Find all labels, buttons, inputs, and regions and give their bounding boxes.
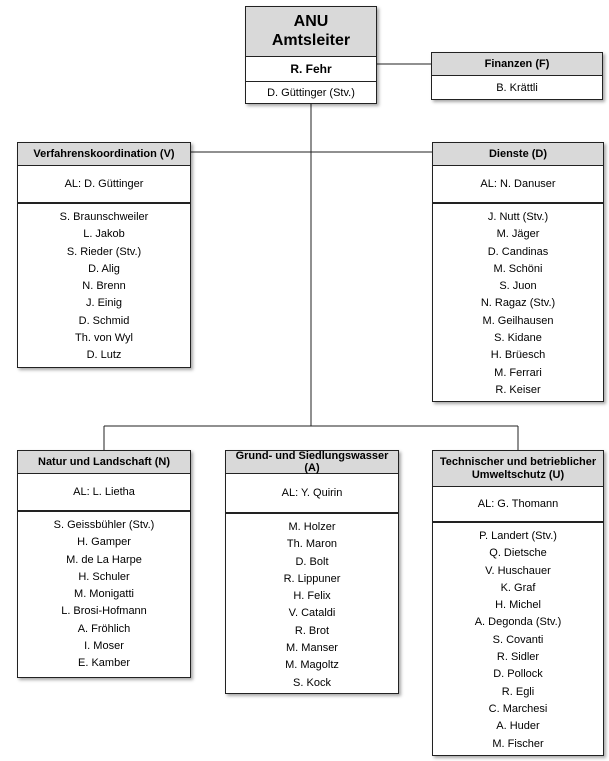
natur-title: Natur und Landschaft (N)	[18, 451, 190, 474]
member-name: A. Huder	[496, 720, 540, 733]
member-name: E. Kamber	[78, 657, 130, 670]
member-name: S. Geissbühler (Stv.)	[53, 519, 155, 531]
verfahren-lead: AL: D. Güttinger	[18, 166, 190, 204]
member-name: R. Keiser	[495, 383, 541, 396]
umwelt-members	[433, 523, 603, 753]
member-name: J. Einig	[85, 297, 123, 310]
member-name: M. de La Harpe	[66, 553, 142, 566]
member-name: S. Braunschweiler	[59, 211, 149, 223]
member-name: N. Brenn	[82, 280, 126, 293]
director-title-line2: Amtsleiter	[271, 32, 351, 49]
member-name: H. Brüesch	[490, 349, 546, 362]
director-title	[246, 7, 376, 57]
member-name: H. Gamper	[77, 536, 131, 549]
member-name: J. Nutt (Stv.)	[487, 211, 549, 223]
dienste-members	[433, 204, 603, 399]
member-name: R. Brot	[294, 624, 330, 637]
member-name: L. Jakob	[83, 228, 125, 241]
umwelt-title: Technischer und betrieblicher Umweltschutz (U)	[433, 451, 603, 487]
member-name: R. Sidler	[496, 651, 540, 664]
director-name: R. Fehr	[246, 57, 376, 82]
member-name: D. Alig	[88, 262, 120, 275]
member-name: D. Pollock	[493, 668, 543, 681]
finanzen-member: B. Krättli	[496, 82, 538, 94]
umwelt-box	[432, 450, 604, 756]
member-name: V. Huschauer	[485, 564, 551, 577]
member-name: Th. Maron	[286, 538, 338, 551]
member-name: M. Holzer	[288, 521, 336, 533]
member-name: M. Schöni	[493, 262, 543, 275]
member-name: C. Marchesi	[488, 702, 548, 715]
member-name: M. Monigatti	[74, 588, 134, 601]
member-name: R. Egli	[501, 685, 535, 698]
member-name: V. Cataldi	[288, 607, 336, 620]
wasser-title: Grund- und Siedlungswasser (A)	[226, 451, 398, 474]
member-name: H. Schuler	[78, 570, 130, 583]
member-name: A. Fröhlich	[77, 622, 131, 635]
member-name: L. Brosi-Hofmann	[61, 605, 147, 618]
member-name: D. Bolt	[295, 555, 329, 568]
natur-members	[18, 512, 190, 673]
verfahren-title: Verfahrenskoordination (V)	[18, 143, 190, 166]
member-name: K. Graf	[500, 581, 536, 594]
director-box	[245, 6, 377, 104]
verfahren-box	[17, 142, 191, 368]
natur-box	[17, 450, 191, 678]
member-name: S. Kock	[293, 676, 331, 689]
member-name: D. Candinas	[487, 245, 549, 258]
umwelt-lead: AL: G. Thomann	[433, 487, 603, 523]
member-name: I. Moser	[84, 640, 124, 653]
natur-lead: AL: L. Lietha	[18, 474, 190, 512]
member-name: M. Geilhausen	[482, 314, 554, 327]
director-deputy: D. Güttinger (Stv.)	[267, 87, 355, 99]
member-name: Th. von Wyl	[75, 332, 133, 345]
member-name: D. Lutz	[86, 349, 122, 362]
member-name: M. Magoltz	[285, 659, 339, 672]
dienste-title: Dienste (D)	[433, 143, 603, 166]
member-name: N. Ragaz (Stv.)	[480, 297, 556, 310]
member-name: M. Ferrari	[494, 366, 542, 379]
director-title-line1: ANU	[293, 13, 329, 30]
member-name: H. Michel	[495, 599, 541, 612]
member-name: M. Fischer	[492, 737, 544, 750]
wasser-lead: AL: Y. Quirin	[226, 474, 398, 514]
member-name: A. Degonda (Stv.)	[474, 616, 562, 629]
member-name: M. Manser	[286, 642, 338, 655]
member-name: D. Schmid	[78, 314, 130, 327]
member-name: M. Jäger	[496, 228, 540, 241]
dienste-lead: AL: N. Danuser	[433, 166, 603, 204]
wasser-members	[226, 514, 398, 692]
member-name: S. Juon	[499, 280, 537, 293]
wasser-box	[225, 450, 399, 694]
member-name: S. Kidane	[494, 332, 542, 345]
member-name: S. Covanti	[492, 633, 544, 646]
member-name: Q. Dietsche	[489, 547, 547, 560]
dienste-box	[432, 142, 604, 402]
finanzen-box	[431, 52, 603, 100]
member-name: S. Rieder (Stv.)	[66, 245, 142, 258]
finanzen-title: Finanzen (F)	[432, 53, 602, 76]
member-name: H. Felix	[293, 590, 331, 603]
verfahren-members	[18, 204, 190, 365]
member-name: R. Lippuner	[283, 572, 341, 585]
member-name: P. Landert (Stv.)	[479, 530, 557, 542]
